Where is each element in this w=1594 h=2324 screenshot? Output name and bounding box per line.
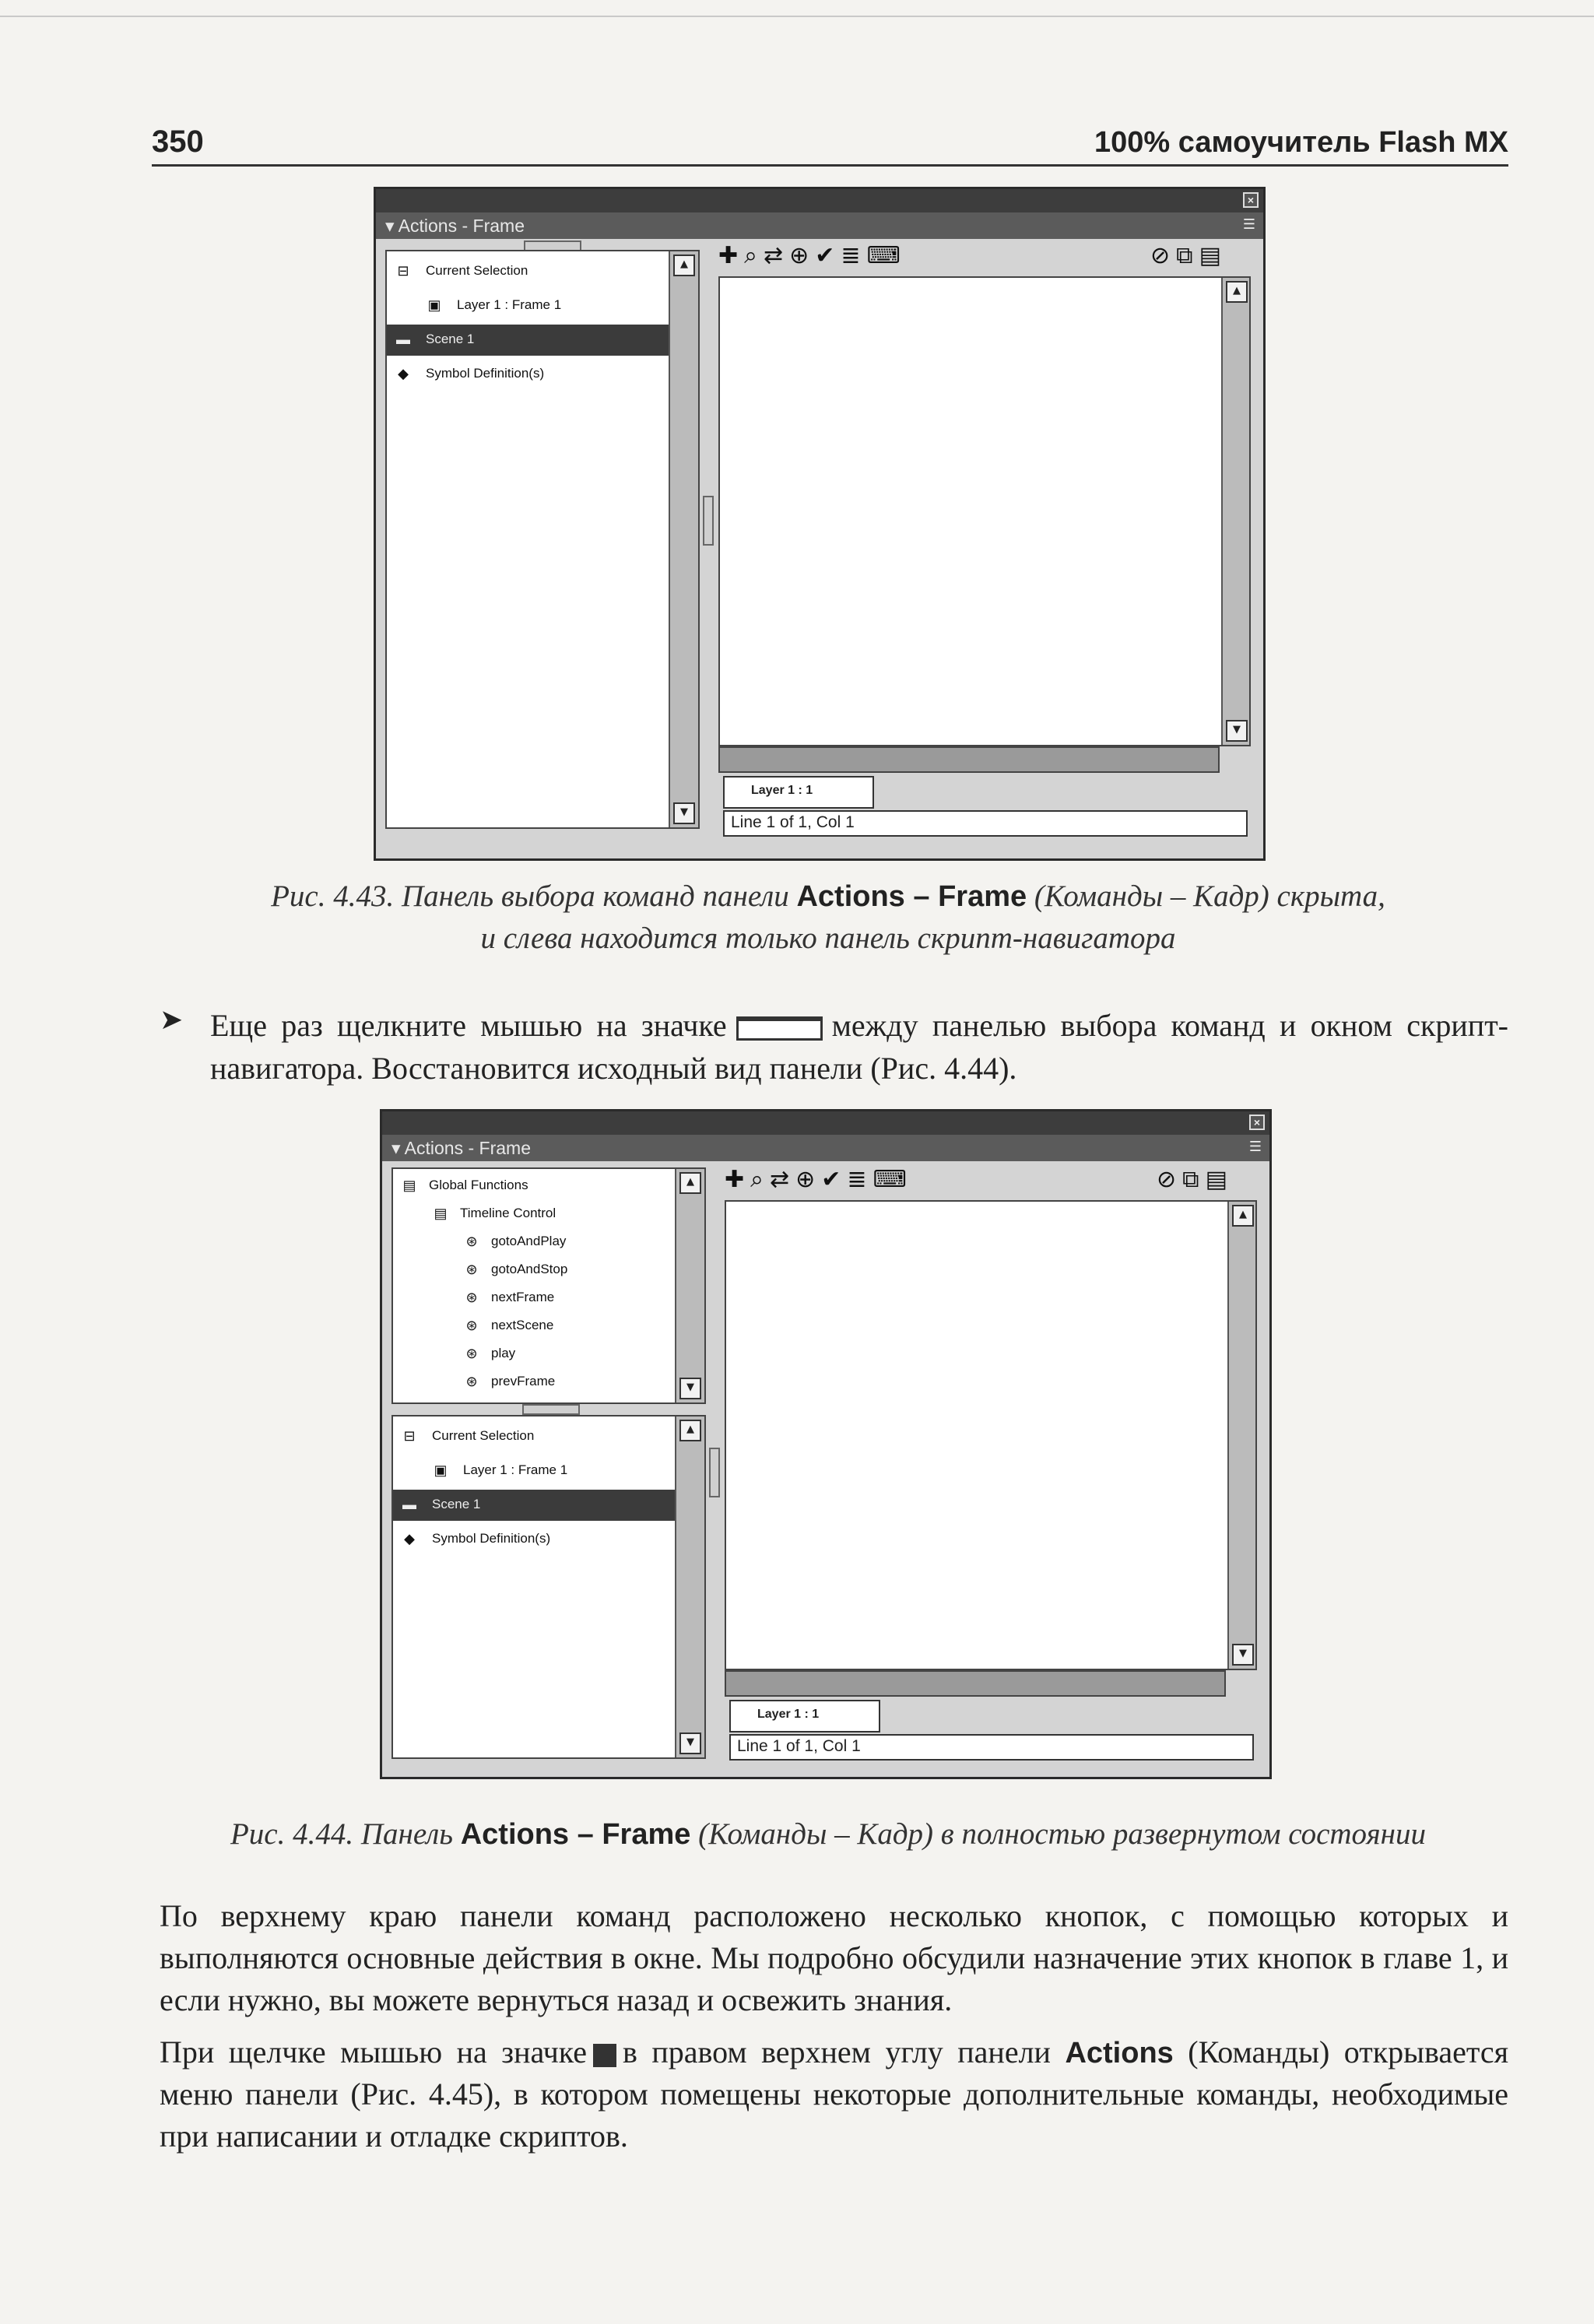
check-syntax-icon[interactable]: ✔: [821, 1166, 841, 1193]
navigator-item[interactable]: [387, 325, 670, 356]
tree-node-icon: ▣: [434, 1462, 448, 1478]
toolbox-item-label: nextScene: [491, 1318, 554, 1332]
close-icon[interactable]: ×: [1249, 1115, 1265, 1130]
check-syntax-icon[interactable]: ✔: [815, 242, 835, 269]
collapse-toggle[interactable]: [522, 1404, 580, 1415]
scroll-down-button[interactable]: ▼: [1226, 720, 1248, 742]
toolbox-item[interactable]: [393, 1228, 676, 1256]
view-options-icon[interactable]: ▤: [1199, 242, 1221, 269]
action-icon: ⊛: [465, 1262, 478, 1277]
navigator-item-label: Symbol Definition(s): [432, 1531, 551, 1546]
scroll-down-button[interactable]: ▼: [679, 1732, 701, 1754]
target-icon[interactable]: ⊕: [795, 1166, 816, 1193]
action-icon: ⊛: [465, 1290, 478, 1305]
bullet-arrow-icon: ➤: [160, 1004, 184, 1036]
panel-body: [376, 239, 1263, 858]
tree-node-icon: ▬: [396, 332, 410, 347]
status-line: [723, 810, 1248, 837]
action-icon: ⊛: [465, 1234, 478, 1249]
navigator-item-label: Scene 1: [432, 1497, 481, 1511]
book-icon: ▤: [402, 1178, 416, 1193]
paragraph-panel-menu: При щелчке мышью на значке в правом верхнем углу панели Actions (Команды) открывается меню панели (Рис. 4.45), в котором помещены некоторые дополнительные команды, необходимые при написании и отладке скриптов.: [160, 2034, 1508, 2154]
status-line: [729, 1734, 1254, 1761]
tree-node-icon: ▣: [427, 297, 441, 313]
splitter-toggle-icon: [736, 1016, 823, 1041]
navigator-item[interactable]: [387, 359, 670, 390]
code-hint-icon[interactable]: ⌨: [866, 242, 901, 269]
toolbox-item[interactable]: [393, 1200, 676, 1228]
debug-options-icon[interactable]: ⊘: [1150, 242, 1171, 269]
code-hint-icon[interactable]: ⌨: [872, 1166, 907, 1193]
navigator-scrollbar[interactable]: [669, 251, 698, 827]
toolbox-item-label: play: [491, 1346, 516, 1360]
layer-tab[interactable]: Layer 1 : 1: [723, 776, 874, 809]
vertical-splitter[interactable]: [709, 1448, 720, 1497]
actions-toolbar-right: [1150, 242, 1259, 273]
actions-toolbar: [725, 1166, 981, 1197]
toolbox-item[interactable]: [393, 1312, 676, 1340]
scroll-down-button[interactable]: ▼: [673, 802, 695, 824]
navigator-item[interactable]: [393, 1421, 676, 1452]
scroll-down-button[interactable]: ▼: [679, 1378, 701, 1399]
script-editor[interactable]: [718, 276, 1251, 746]
script-navigator: [385, 250, 700, 829]
auto-format-icon[interactable]: ≣: [847, 1166, 867, 1193]
layer-tab[interactable]: Layer 1 : 1: [729, 1700, 880, 1732]
panel-menu-icon[interactable]: ☰: [1242, 216, 1255, 233]
status-text: Line 1 of 1, Col 1: [737, 1737, 861, 1755]
panel-title: ▾ Actions - Frame: [391, 1138, 531, 1158]
actions-toolbox: [391, 1167, 706, 1404]
navigator-item-label: Scene 1: [426, 332, 475, 346]
scroll-down-button[interactable]: ▼: [1232, 1644, 1254, 1666]
panel-menu-icon: [593, 2044, 616, 2067]
panel-body: [382, 1161, 1269, 1777]
navigator-item[interactable]: [387, 256, 670, 287]
action-icon: ⊛: [465, 1318, 478, 1333]
find-icon[interactable]: ⌕: [750, 1166, 764, 1193]
editor-scrollbar[interactable]: [1221, 278, 1249, 745]
replace-icon[interactable]: ⇄: [763, 242, 784, 269]
action-icon: ⊛: [465, 1346, 478, 1361]
toolbox-item-label: Timeline Control: [460, 1206, 556, 1220]
page-top-rule: [0, 16, 1594, 17]
scroll-up-button[interactable]: ▲: [679, 1172, 701, 1194]
reference-icon[interactable]: ⧉: [1176, 242, 1193, 269]
scroll-up-button[interactable]: ▲: [1226, 281, 1248, 303]
panel-titlebar: [376, 189, 1263, 212]
toolbox-item[interactable]: [393, 1172, 676, 1200]
panel-header[interactable]: [382, 1135, 1269, 1161]
paragraph-toolbar-buttons: По верхнему краю панели команд расположено несколько кнопок, с помощью которых и выполняются основные действия в окне. Мы подробно обсудили назначение этих кнопок в главе 1, и если нужно, вы можете вернуться назад и освежить знания.: [160, 1898, 1508, 2017]
navigator-item[interactable]: [387, 290, 670, 321]
navigator-item-label: Layer 1 : Frame 1: [463, 1462, 568, 1477]
panel-menu-icon[interactable]: ☰: [1248, 1139, 1262, 1155]
toolbox-item-label: nextFrame: [491, 1290, 555, 1304]
toolbox-item[interactable]: [393, 1284, 676, 1312]
status-text: Line 1 of 1, Col 1: [731, 813, 855, 831]
toolbox-item-label: gotoAndStop: [491, 1262, 568, 1276]
script-editor[interactable]: [725, 1200, 1257, 1670]
actions-panel-expanded: [380, 1109, 1272, 1779]
editor-hscrollbar[interactable]: [718, 746, 1220, 773]
figure-caption-4-44: Рис. 4.44. Панель Actions – Frame (Команды – Кадр) в полностью развернутом состоянии: [230, 1817, 1427, 1851]
close-icon[interactable]: ×: [1243, 192, 1259, 208]
navigator-item[interactable]: [393, 1455, 676, 1487]
navigator-scrollbar[interactable]: [675, 1417, 704, 1757]
toolbox-item[interactable]: [393, 1368, 676, 1396]
scroll-up-button[interactable]: ▲: [679, 1420, 701, 1441]
book-icon: ▤: [434, 1206, 448, 1221]
tree-node-icon: ⊟: [397, 263, 409, 279]
tree-node-icon: ⊟: [403, 1428, 416, 1444]
panel-titlebar: [382, 1111, 1269, 1135]
navigator-item-label: Current Selection: [432, 1428, 535, 1443]
panel-header[interactable]: [376, 212, 1263, 239]
view-options-icon[interactable]: ▤: [1205, 1166, 1227, 1193]
actions-toolbar-right: [1157, 1166, 1266, 1197]
auto-format-icon[interactable]: ≣: [841, 242, 861, 269]
bullet-instruction: ➤ Еще раз щелкните мышью на значке между панелью выбора команд и окном скрипт-навигатора. Восстановится исходный вид панели (Рис. 4.44).: [160, 1004, 1508, 1086]
reference-icon[interactable]: ⧉: [1182, 1166, 1199, 1193]
navigator-item[interactable]: [393, 1490, 676, 1521]
editor-hscrollbar[interactable]: [725, 1670, 1226, 1697]
toolbox-item[interactable]: [393, 1256, 676, 1284]
book-title: 100% самоучитель Flash MX: [1094, 126, 1508, 159]
find-icon[interactable]: ⌕: [744, 242, 757, 269]
navigator-item[interactable]: [393, 1524, 676, 1555]
add-icon[interactable]: ✚: [725, 1166, 745, 1193]
debug-options-icon[interactable]: ⊘: [1157, 1166, 1177, 1193]
actions-panel-collapsed: [374, 187, 1266, 861]
tree-node-icon: ◆: [398, 366, 409, 381]
tree-node-icon: ◆: [404, 1531, 415, 1546]
navigator-item-label: Layer 1 : Frame 1: [457, 297, 562, 312]
toolbox-item-label: Global Functions: [429, 1178, 528, 1192]
editor-scrollbar[interactable]: [1227, 1202, 1255, 1669]
navigator-item-label: Symbol Definition(s): [426, 366, 545, 381]
scroll-up-button[interactable]: ▲: [673, 255, 695, 276]
panel-title: ▾ Actions - Frame: [385, 216, 525, 236]
replace-icon[interactable]: ⇄: [769, 1166, 790, 1193]
page-number: 350: [152, 125, 204, 159]
navigator-item-label: Current Selection: [426, 263, 528, 278]
toolbox-item-label: prevFrame: [491, 1374, 556, 1388]
actions-toolbar: [718, 242, 975, 273]
running-header: [152, 121, 1508, 167]
toolbox-item[interactable]: [393, 1340, 676, 1368]
toolbox-scrollbar[interactable]: [675, 1169, 704, 1402]
figure-caption-4-43: Рис. 4.43. Панель выбора команд панели Actions – Frame (Команды – Кадр) скрыта, и слева находится только панель скрипт-навигатора: [271, 879, 1385, 955]
vertical-splitter[interactable]: [703, 496, 714, 546]
tree-node-icon: ▬: [402, 1497, 416, 1512]
toolbox-item-label: gotoAndPlay: [491, 1234, 567, 1248]
add-icon[interactable]: ✚: [718, 242, 739, 269]
script-navigator: [391, 1415, 706, 1759]
action-icon: ⊛: [465, 1374, 478, 1389]
target-icon[interactable]: ⊕: [789, 242, 809, 269]
scroll-up-button[interactable]: ▲: [1232, 1205, 1254, 1227]
